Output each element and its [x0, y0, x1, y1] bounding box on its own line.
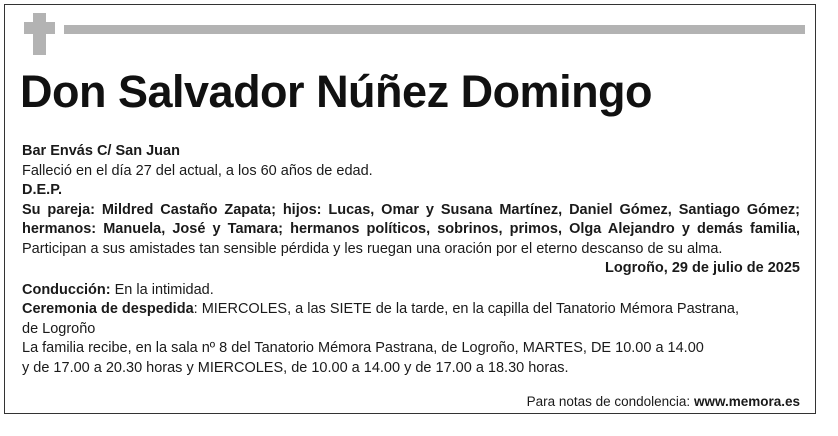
conduccion-label: Conducción: [22, 281, 111, 298]
ceremonia-value: : MIERCOLES, a las SIETE de la tarde, en la capilla del Tanatorio Mémora Pastrana, [193, 301, 739, 317]
conduccion-line [22, 281, 800, 301]
business-line: Bar Envás C/ San Juan [22, 143, 180, 159]
cross-icon [33, 13, 46, 55]
cross-icon-arm [24, 22, 55, 34]
family-line-2: hermanos: Manuela, José y Tamara; hermanos políticos, sobrinos, primos, Olga Alejandro y demás familia, [22, 221, 800, 237]
death-text: Falleció en el día 27 del actual, a los 60 años de edad. [22, 162, 373, 179]
ceremonia-label: Ceremonia de despedida [22, 301, 194, 317]
family-line-1: Su pareja: Mildred Castaño Zapata; hijos: Lucas, Omar y Susana Martínez, Daniel Gómez, Santiago Gómez; [22, 201, 800, 218]
condolence-label: Para notas de condolencia: [526, 394, 691, 409]
condolence-footer [527, 394, 800, 409]
ceremonia-line [22, 300, 800, 320]
header-divider [64, 25, 805, 34]
ceremonia-line-2: de Logroño [22, 320, 96, 337]
visit-line-2: y de 17.00 a 20.30 horas y MIERCOLES, de 10.00 a 14.00 y de 17.00 a 18.30 horas. [22, 359, 569, 376]
deceased-name: Don Salvador Núñez Domingo [20, 66, 653, 117]
obituary-body [22, 142, 800, 378]
visit-line-1: La familia recibe, en la sala nº 8 del Tanatorio Mémora Pastrana, de Logroño, MARTES, DE 10.00 a 14.00 [22, 340, 704, 356]
announcement-text: Participan a sus amistades tan sensible pérdida y les ruegan una oración por el eterno descanso de su alma. [22, 240, 723, 257]
dep-text: D.E.P. [22, 182, 63, 198]
place-date: Logroño, 29 de julio de 2025 [605, 260, 800, 276]
condolence-link[interactable]: www.memora.es [693, 394, 800, 409]
conduccion-value: En la intimidad. [110, 281, 214, 298]
